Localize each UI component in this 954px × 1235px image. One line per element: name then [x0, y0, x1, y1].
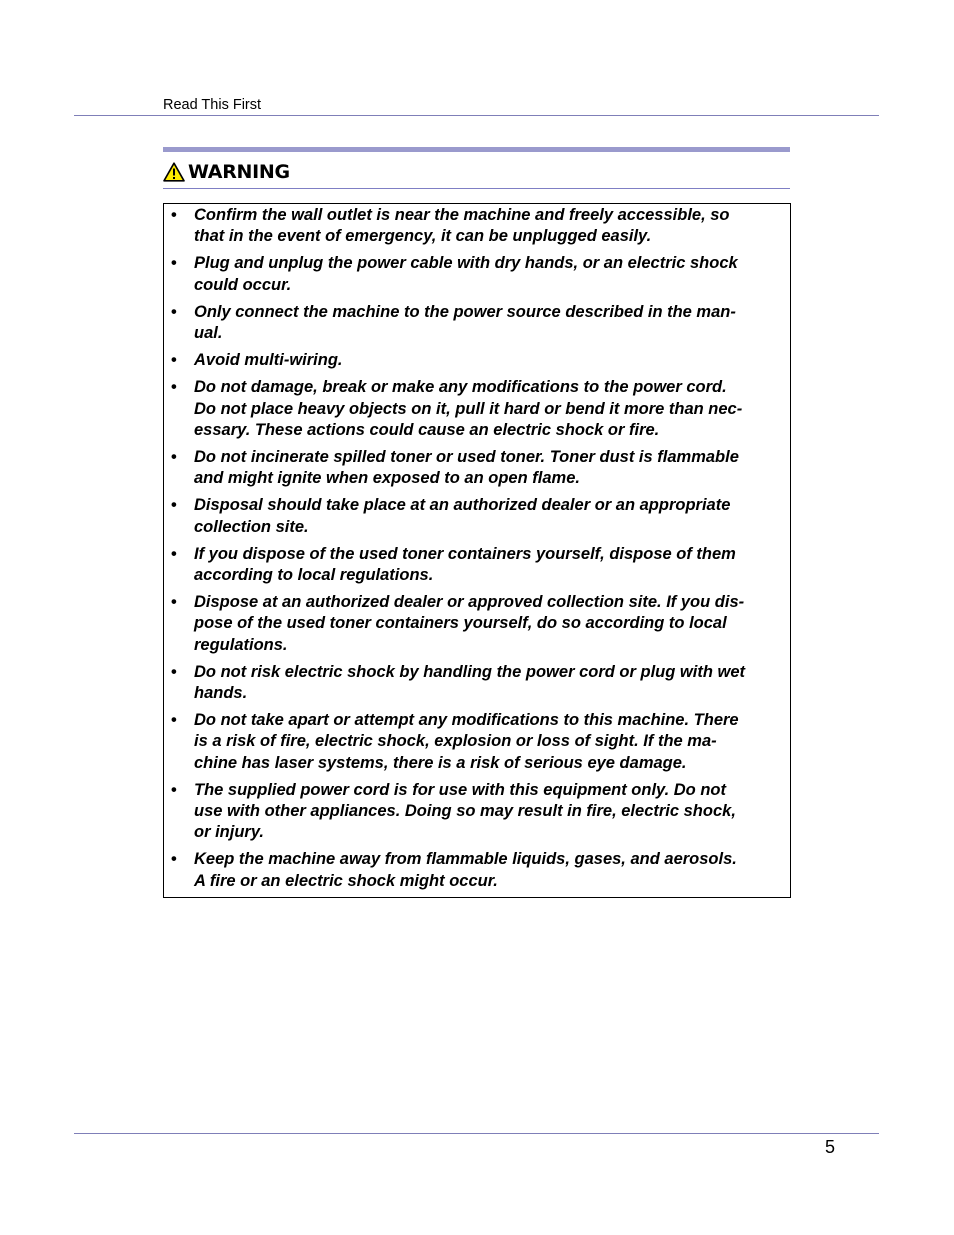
warning-item-line: essary. These actions could cause an electric shock or fire. [194, 420, 660, 439]
warning-accent-bar [163, 147, 790, 152]
bullet-icon: • [171, 254, 177, 273]
bullet-icon: • [171, 850, 177, 869]
warning-list-item [164, 205, 790, 247]
warning-item-line: that in the event of emergency, it can be unplugged easily. [194, 227, 652, 246]
warning-list-item [164, 350, 790, 371]
warning-item-line: collection site. [194, 517, 309, 536]
warning-item-line: is a risk of fire, electric shock, explosion or loss of sight. If the ma- [194, 732, 717, 751]
warning-heading [163, 158, 290, 186]
warning-list-item [164, 662, 790, 704]
warning-item-line: A fire or an electric shock might occur. [194, 871, 498, 890]
footer-rule [74, 1133, 879, 1134]
warning-item-line: Dispose at an authorized dealer or approved collection site. If you dis- [194, 593, 745, 612]
warning-list-item [164, 302, 790, 344]
warning-list-item [164, 780, 790, 844]
running-header: Read This First [163, 97, 262, 113]
warning-item-line: regulations. [194, 635, 288, 654]
warning-item-line: The supplied power cord is for use with this equipment only. Do not [194, 780, 726, 799]
bullet-icon: • [171, 496, 177, 515]
warning-item-line: could occur. [194, 275, 292, 294]
warning-item-line: Only connect the machine to the power source described in the man- [194, 302, 736, 321]
warning-item-line: ual. [194, 324, 223, 343]
warning-list-item [164, 447, 790, 489]
bullet-icon: • [171, 302, 177, 321]
warning-item-line: If you dispose of the used toner containers yourself, dispose of them [194, 544, 736, 563]
bullet-icon: • [171, 206, 177, 224]
page-number: 5 [824, 1137, 835, 1157]
bullet-icon: • [171, 378, 177, 397]
warning-item-line: Do not damage, break or make any modifications to the power cord. [194, 378, 727, 397]
header-rule [74, 115, 879, 116]
warning-list [164, 205, 790, 898]
warning-item-line: according to local regulations. [194, 566, 434, 585]
warning-item-line: Do not incinerate spilled toner or used toner. Toner dust is flammable [194, 448, 739, 467]
warning-heading-rule [163, 188, 790, 189]
warning-box [163, 203, 791, 898]
warning-item-line: Do not place heavy objects on it, pull it hard or bend it more than nec- [194, 399, 743, 418]
warning-item-line: Disposal should take place at an authorized dealer or an appropriate [194, 496, 731, 515]
warning-item-line: Keep the machine away from flammable liquids, gases, and aerosols. [194, 850, 737, 869]
warning-item-line: Do not take apart or attempt any modifications to this machine. There [194, 711, 739, 730]
warning-item-line: Avoid multi-wiring. [194, 351, 343, 370]
warning-list-item [164, 849, 790, 891]
warning-list-item [164, 710, 790, 774]
bullet-icon: • [171, 662, 177, 681]
warning-item-line: Do not risk electric shock by handling the power cord or plug with wet [194, 662, 745, 681]
warning-item-line: Confirm the wall outlet is near the machine and freely accessible, so [194, 206, 730, 224]
warning-title: WARNING [188, 161, 290, 183]
bullet-icon: • [171, 593, 177, 612]
warning-list-item [164, 253, 790, 295]
bullet-icon: • [171, 544, 177, 563]
warning-list-item [164, 377, 790, 441]
bullet-icon: • [171, 351, 177, 370]
warning-item-line: chine has laser systems, there is a risk of serious eye damage. [194, 753, 687, 772]
bullet-icon: • [171, 780, 177, 799]
warning-list-item [164, 544, 790, 586]
warning-list-item [164, 592, 790, 656]
warning-triangle-icon [163, 162, 185, 182]
warning-item-line: hands. [194, 684, 248, 703]
warning-item-line: and might ignite when exposed to an open flame. [194, 469, 580, 488]
warning-item-line: Plug and unplug the power cable with dry hands, or an electric shock [194, 254, 738, 273]
bullet-icon: • [171, 448, 177, 467]
bullet-icon: • [171, 711, 177, 730]
warning-item-line: pose of the used toner containers yourself, do so according to local [194, 614, 727, 633]
warning-item-line: use with other appliances. Doing so may result in fire, electric shock, [194, 802, 736, 821]
warning-list-item [164, 495, 790, 537]
warning-item-line: or injury. [194, 823, 264, 842]
